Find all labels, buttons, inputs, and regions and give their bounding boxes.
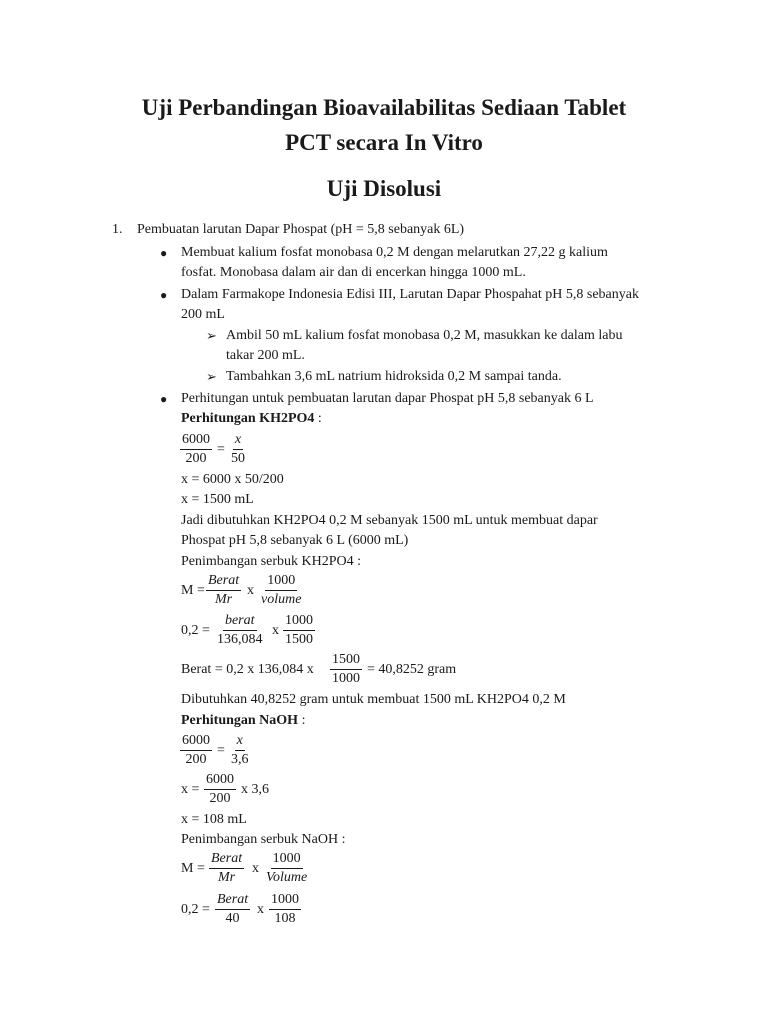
times-sign: x (247, 583, 254, 598)
fraction (283, 613, 315, 648)
equation-lhs: M = (181, 861, 205, 876)
conclusion-text: Phospat pH 5,8 sebanyak 6 L (6000 mL) (181, 533, 409, 548)
equation-rhs: = 40,8252 gram (367, 662, 457, 677)
bullet-icon: ● (160, 246, 168, 260)
fraction (204, 772, 236, 807)
fraction-numerator: Berat (206, 573, 241, 591)
weighing-label: Penimbangan serbuk KH2PO4 : (181, 554, 362, 569)
fraction (215, 892, 250, 927)
fraction-numerator: berat (223, 613, 257, 631)
equals-sign: = (217, 743, 225, 758)
fraction-numerator: 1500 (330, 652, 362, 670)
times-sign: x (252, 861, 259, 876)
equation-line: x = 108 mL (181, 812, 247, 827)
fraction-numerator: x (233, 432, 243, 450)
fraction (229, 432, 247, 467)
fraction-denominator: Volume (266, 870, 308, 885)
bullet-text: Dalam Farmakope Indonesia Edisi III, Larutan Dapar Phospahat pH 5,8 sebanyak (181, 287, 639, 302)
fraction-numerator: 1000 (271, 851, 303, 869)
fraction-numerator: 1000 (269, 892, 301, 910)
fraction-numerator: Berat (215, 892, 250, 910)
fraction (209, 851, 244, 886)
fraction-denominator: 40 (225, 911, 240, 926)
naoh-heading (181, 712, 305, 730)
bullet-text: fosfat. Monobasa dalam air dan di encerkan hingga 1000 mL. (181, 265, 526, 280)
arrow-bullet-icon: ➢ (206, 369, 217, 384)
fraction-numerator: 6000 (180, 432, 212, 450)
bullet-icon: ● (160, 288, 168, 302)
fraction (206, 573, 241, 608)
bullet-text: Membuat kalium fosfat monobasa 0,2 M dengan melarutkan 27,22 g kalium (181, 245, 608, 260)
equation-lhs: x = (181, 782, 200, 797)
list-item-text: Pembuatan larutan Dapar Phospat (pH = 5,8 sebanyak 6L) (137, 222, 465, 237)
fraction-denominator: 200 (185, 451, 207, 466)
equation-line: x = 1500 mL (181, 492, 254, 507)
result-text: Dibutuhkan 40,8252 gram untuk membuat 1500 mL KH2PO4 0,2 M (181, 692, 566, 707)
fraction (264, 851, 309, 886)
fraction (180, 733, 212, 768)
fraction-denominator: 108 (274, 911, 296, 926)
sub-bullet-text: takar 200 mL. (226, 348, 305, 363)
bullet-text: Perhitungan untuk pembuatan larutan dapar Phospat pH 5,8 sebanyak 6 L (181, 391, 594, 406)
heading-colon: : (314, 411, 322, 426)
document-title-line-1: Uji Perbandingan Bioavailabilitas Sediaan Tablet (141, 95, 627, 120)
fraction-denominator: Mr (217, 870, 236, 885)
bullet-icon: ● (160, 392, 168, 406)
equals-sign: = (217, 442, 225, 457)
kh2po4-heading-label: Perhitungan KH2PO4 (181, 411, 315, 426)
fraction (259, 573, 303, 608)
arrow-bullet-icon: ➢ (206, 328, 217, 343)
fraction-denominator: 3,6 (231, 752, 249, 767)
conclusion-text: Jadi dibutuhkan KH2PO4 0,2 M sebanyak 1500 mL untuk membuat dapar (181, 513, 598, 528)
document-title-line-2: PCT secara In Vitro (285, 130, 483, 155)
fraction (180, 432, 212, 467)
fraction-numerator: 1000 (283, 613, 315, 631)
weighing-label: Penimbangan serbuk NaOH : (181, 832, 346, 847)
naoh-heading-label: Perhitungan NaOH (181, 713, 299, 728)
fraction-denominator: 50 (231, 451, 245, 466)
equation-lhs: M = (181, 583, 205, 598)
fraction (215, 613, 265, 648)
equation-lhs: 0,2 = (181, 623, 210, 638)
fraction-numerator: 1000 (265, 573, 297, 591)
fraction-denominator: 200 (185, 752, 207, 767)
heading-colon: : (298, 713, 306, 728)
fraction-denominator: volume (261, 592, 302, 607)
bullet-text: 200 mL (181, 307, 225, 322)
fraction-denominator: Mr (214, 592, 233, 607)
sub-bullet-text: Tambahkan 3,6 mL natrium hidroksida 0,2 M sampai tanda. (226, 369, 562, 384)
kh2po4-heading (181, 410, 322, 428)
fraction-numerator: 6000 (204, 772, 236, 790)
fraction-numerator: Berat (209, 851, 244, 869)
fraction (269, 892, 301, 927)
fraction-numerator: x (235, 733, 245, 751)
fraction (330, 652, 362, 687)
equation-lhs: 0,2 = (181, 902, 210, 917)
fraction-denominator: 1500 (285, 632, 313, 647)
section-heading: Uji Disolusi (326, 176, 442, 201)
fraction-denominator: 136,084 (217, 632, 263, 647)
equation-lhs: Berat = 0,2 x 136,084 x (181, 662, 314, 677)
times-sign: x (272, 623, 279, 638)
fraction (229, 733, 251, 768)
times-sign: x (257, 902, 264, 917)
equation-rhs: x 3,6 (241, 782, 269, 797)
equation-line: x = 6000 x 50/200 (181, 472, 284, 487)
list-number: 1. (112, 222, 123, 237)
fraction-denominator: 200 (209, 791, 231, 806)
sub-bullet-text: Ambil 50 mL kalium fosfat monobasa 0,2 M, masukkan ke dalam labu (226, 328, 623, 343)
fraction-numerator: 6000 (180, 733, 212, 751)
fraction-denominator: 1000 (332, 671, 360, 686)
